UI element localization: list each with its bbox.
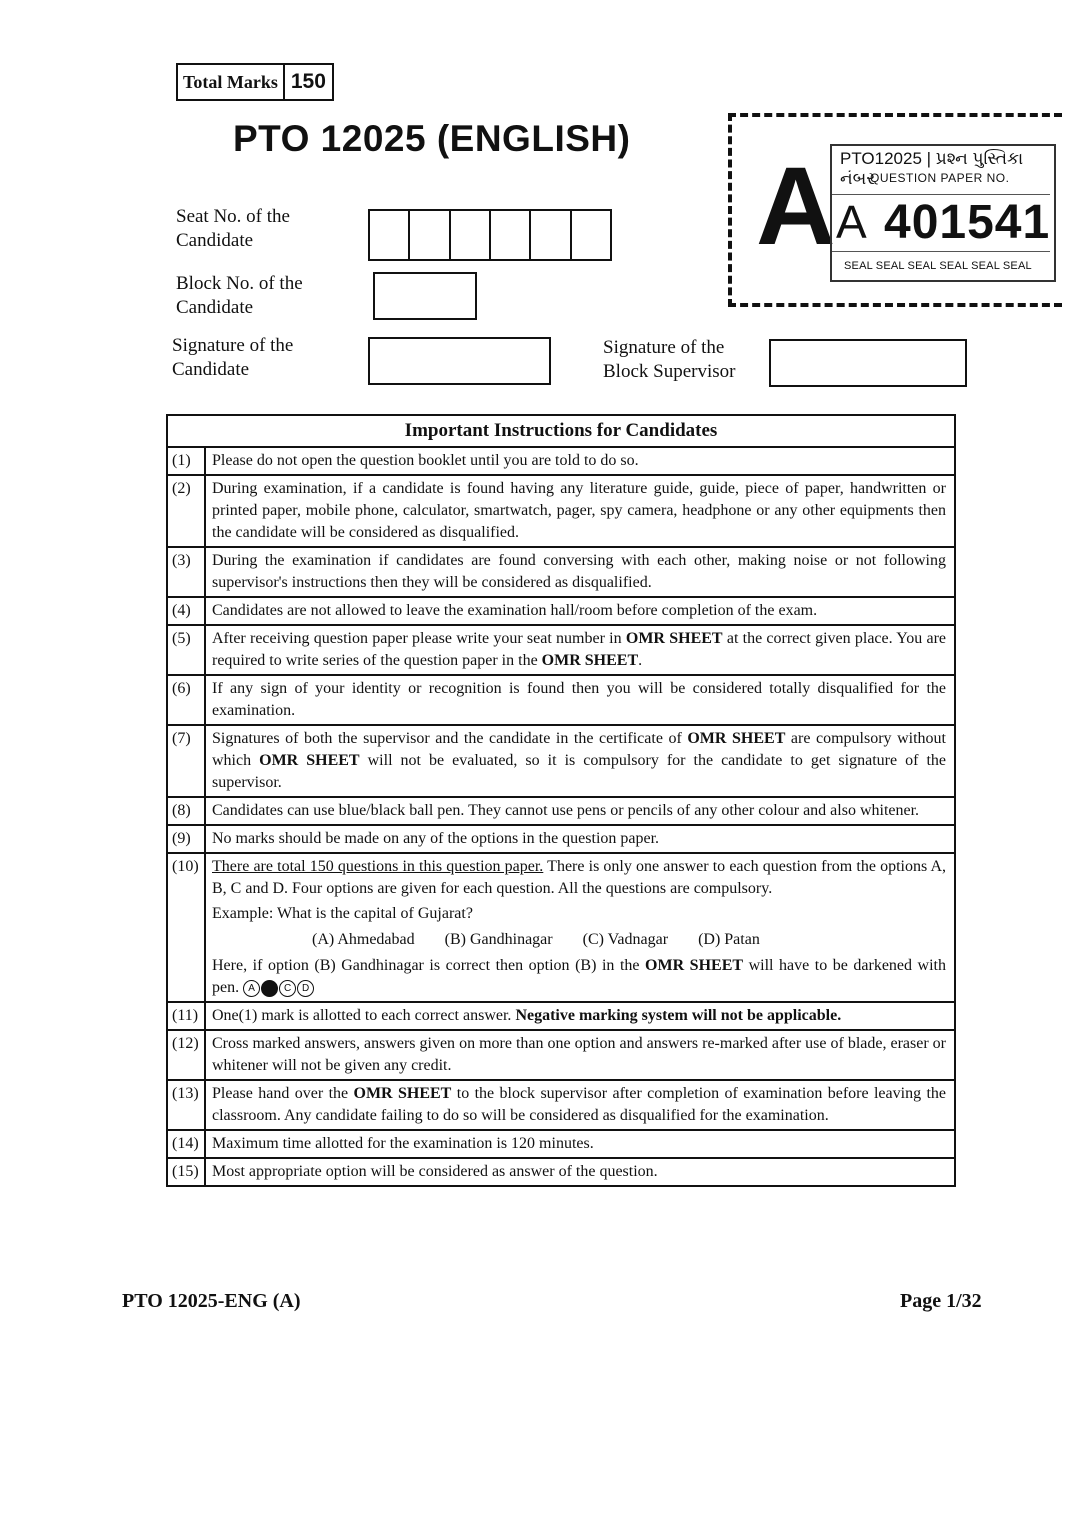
candidate-signature-label: Signature of the Candidate — [172, 335, 294, 380]
question-paper-number: 401541 — [884, 196, 1051, 249]
instruction-number: (8) — [167, 797, 205, 825]
total-marks-value: 150 — [290, 70, 326, 93]
instruction-number: (4) — [167, 597, 205, 625]
instruction-number: (6) — [167, 675, 205, 725]
bubble-a-icon: A — [243, 980, 260, 997]
instruction-row — [167, 853, 955, 1002]
instruction-number: (5) — [167, 625, 205, 675]
instruction-number: (1) — [167, 447, 205, 475]
instruction-text: Cross marked answers, answers given on more than one option and answers re-marked after use of blade, eraser or whitener will not be given any credit. — [205, 1030, 955, 1080]
instruction-row — [167, 597, 955, 625]
block-no-input[interactable] — [373, 272, 477, 320]
instruction-row — [167, 1030, 955, 1080]
instruction-row — [167, 1130, 955, 1158]
instruction-text — [205, 625, 955, 675]
text-fragment: are compulsory without which — [212, 730, 946, 769]
instruction-number: (9) — [167, 825, 205, 853]
omr-sheet-term: OMR SHEET — [645, 957, 744, 974]
bubble-filled-icon — [261, 980, 278, 997]
instruction-text: Most appropriate option will be considered as answer of the question. — [205, 1158, 955, 1186]
instruction-text: During examination, if a candidate is found having any literature guide, guide, piece of paper, handwritten or printed paper, mobile phone, calculator, smartwatch, pager, spy camera, headphone or any other equipments then the candidate will be considered as disqualified. — [205, 475, 955, 547]
text-fragment: After receiving question paper please write your seat number in — [212, 630, 626, 647]
instruction-number: (11) — [167, 1002, 205, 1030]
instruction-text — [205, 1002, 955, 1030]
instruction-row — [167, 447, 955, 475]
instruction-text — [205, 1080, 955, 1130]
instruction-text: Maximum time allotted for the examination is 120 minutes. — [205, 1130, 955, 1158]
instruction-row — [167, 675, 955, 725]
candidate-signature-box[interactable] — [368, 337, 551, 385]
underlined-text: There are total 150 questions in this question paper. — [212, 858, 544, 875]
footer-paper-code: PTO 12025-ENG (A) — [122, 1290, 301, 1312]
text-fragment: One(1) mark is allotted to each correct answer. — [212, 1007, 516, 1024]
series-letter-large: A — [756, 145, 836, 268]
example-option: (C) Vadnagar — [582, 931, 669, 948]
total-marks-box — [176, 63, 334, 101]
supervisor-signature-box[interactable] — [769, 339, 967, 387]
text-fragment: will not be evaluated, so it is compulsory for the candidate to get signature of the supervisor. — [212, 752, 946, 791]
question-paper-number-box — [830, 144, 1056, 282]
instruction-text: Candidates can use blue/black ball pen. They cannot use pens or pencils of any other colour and also whitener. — [205, 797, 955, 825]
seat-no-input[interactable] — [368, 209, 612, 261]
instructions-heading: Important Instructions for Candidates — [167, 415, 955, 447]
text-fragment: Please hand over the — [212, 1085, 354, 1102]
series-letter: A — [836, 196, 867, 248]
instruction-row — [167, 1002, 955, 1030]
bubble-c-icon: C — [279, 980, 296, 997]
instruction-text: No marks should be made on any of the options in the question paper. — [205, 825, 955, 853]
footer-page-number: Page 1/32 — [900, 1290, 982, 1312]
instructions-table — [166, 414, 956, 1187]
text-fragment: to the block supervisor after completion of examination before leaving the classroom. Any candidate failing to do so will be considered as disqualified for the examination. — [212, 1085, 947, 1124]
text-fragment: at the correct given place. You are required to write series of the question paper in the — [212, 630, 947, 669]
instruction-row — [167, 1080, 955, 1130]
instruction-row — [167, 547, 955, 597]
instruction-row — [167, 1158, 955, 1186]
example-option: (D) Patan — [698, 931, 760, 948]
omr-sheet-term: OMR SHEET — [541, 652, 639, 669]
seat-no-label: Seat No. of the Candidate — [176, 206, 290, 251]
instruction-text: During the examination if candidates are found conversing with each other, making noise or not following supervisor's instructions then they will be considered as disqualified. — [205, 547, 955, 597]
instruction-text — [205, 725, 955, 797]
instruction-number: (10) — [167, 853, 205, 1002]
omr-sheet-term: OMR SHEET — [259, 752, 360, 769]
supervisor-signature-label: Signature of the Block Supervisor — [603, 337, 736, 382]
instruction-row — [167, 825, 955, 853]
instruction-number: (15) — [167, 1158, 205, 1186]
instruction-number: (13) — [167, 1080, 205, 1130]
question-paper-no-label: QUESTION PAPER NO. — [870, 171, 1010, 185]
instruction-text: Candidates are not allowed to leave the examination hall/room before completion of the exam. — [205, 597, 955, 625]
example-options — [212, 929, 946, 951]
paper-code: PTO12025 | પ્રશ્ન પુસ્તિકા નંબર — [840, 149, 1024, 188]
example-question: Example: What is the capital of Gujarat? — [212, 905, 473, 922]
instruction-number: (3) — [167, 547, 205, 597]
instruction-row — [167, 725, 955, 797]
text-fragment: Here, if option (B) Gandhinagar is correct then option (B) in the — [212, 957, 646, 974]
instruction-text: Please do not open the question booklet until you are told to do so. — [205, 447, 955, 475]
bubble-d-icon: D — [297, 980, 314, 997]
text-fragment: will have to be darkened with pen. — [212, 957, 947, 996]
text-fragment: Signatures of both the supervisor and the candidate in the certificate of — [212, 730, 688, 747]
omr-sheet-term: OMR SHEET — [687, 730, 786, 747]
text-fragment: There is only one answer to each question from the options A, B, C and D. Four options are given for each question. All the questions are compulsory. — [212, 858, 946, 897]
instruction-text — [205, 853, 955, 1002]
bold-text: Negative marking system will not be applicable. — [515, 1007, 842, 1024]
total-marks-label: Total Marks — [178, 65, 285, 99]
instruction-text: If any sign of your identity or recognition is found then you will be considered totally disqualified for the examination. — [205, 675, 955, 725]
seal-strip: SEAL SEAL SEAL SEAL SEAL SEAL — [844, 260, 1032, 272]
instruction-number: (7) — [167, 725, 205, 797]
instruction-number: (2) — [167, 475, 205, 547]
text-fragment: . — [638, 652, 643, 669]
instruction-row — [167, 475, 955, 547]
instruction-row — [167, 797, 955, 825]
example-option: (A) Ahmedabad — [312, 931, 415, 948]
omr-sheet-term: OMR SHEET — [625, 630, 723, 647]
paper-title: PTO 12025 (ENGLISH) — [233, 118, 631, 159]
instruction-number: (14) — [167, 1130, 205, 1158]
block-no-label: Block No. of the Candidate — [176, 273, 303, 318]
instruction-row — [167, 625, 955, 675]
omr-sheet-term: OMR SHEET — [353, 1085, 452, 1102]
example-option: (B) Gandhinagar — [444, 931, 553, 948]
instruction-number: (12) — [167, 1030, 205, 1080]
